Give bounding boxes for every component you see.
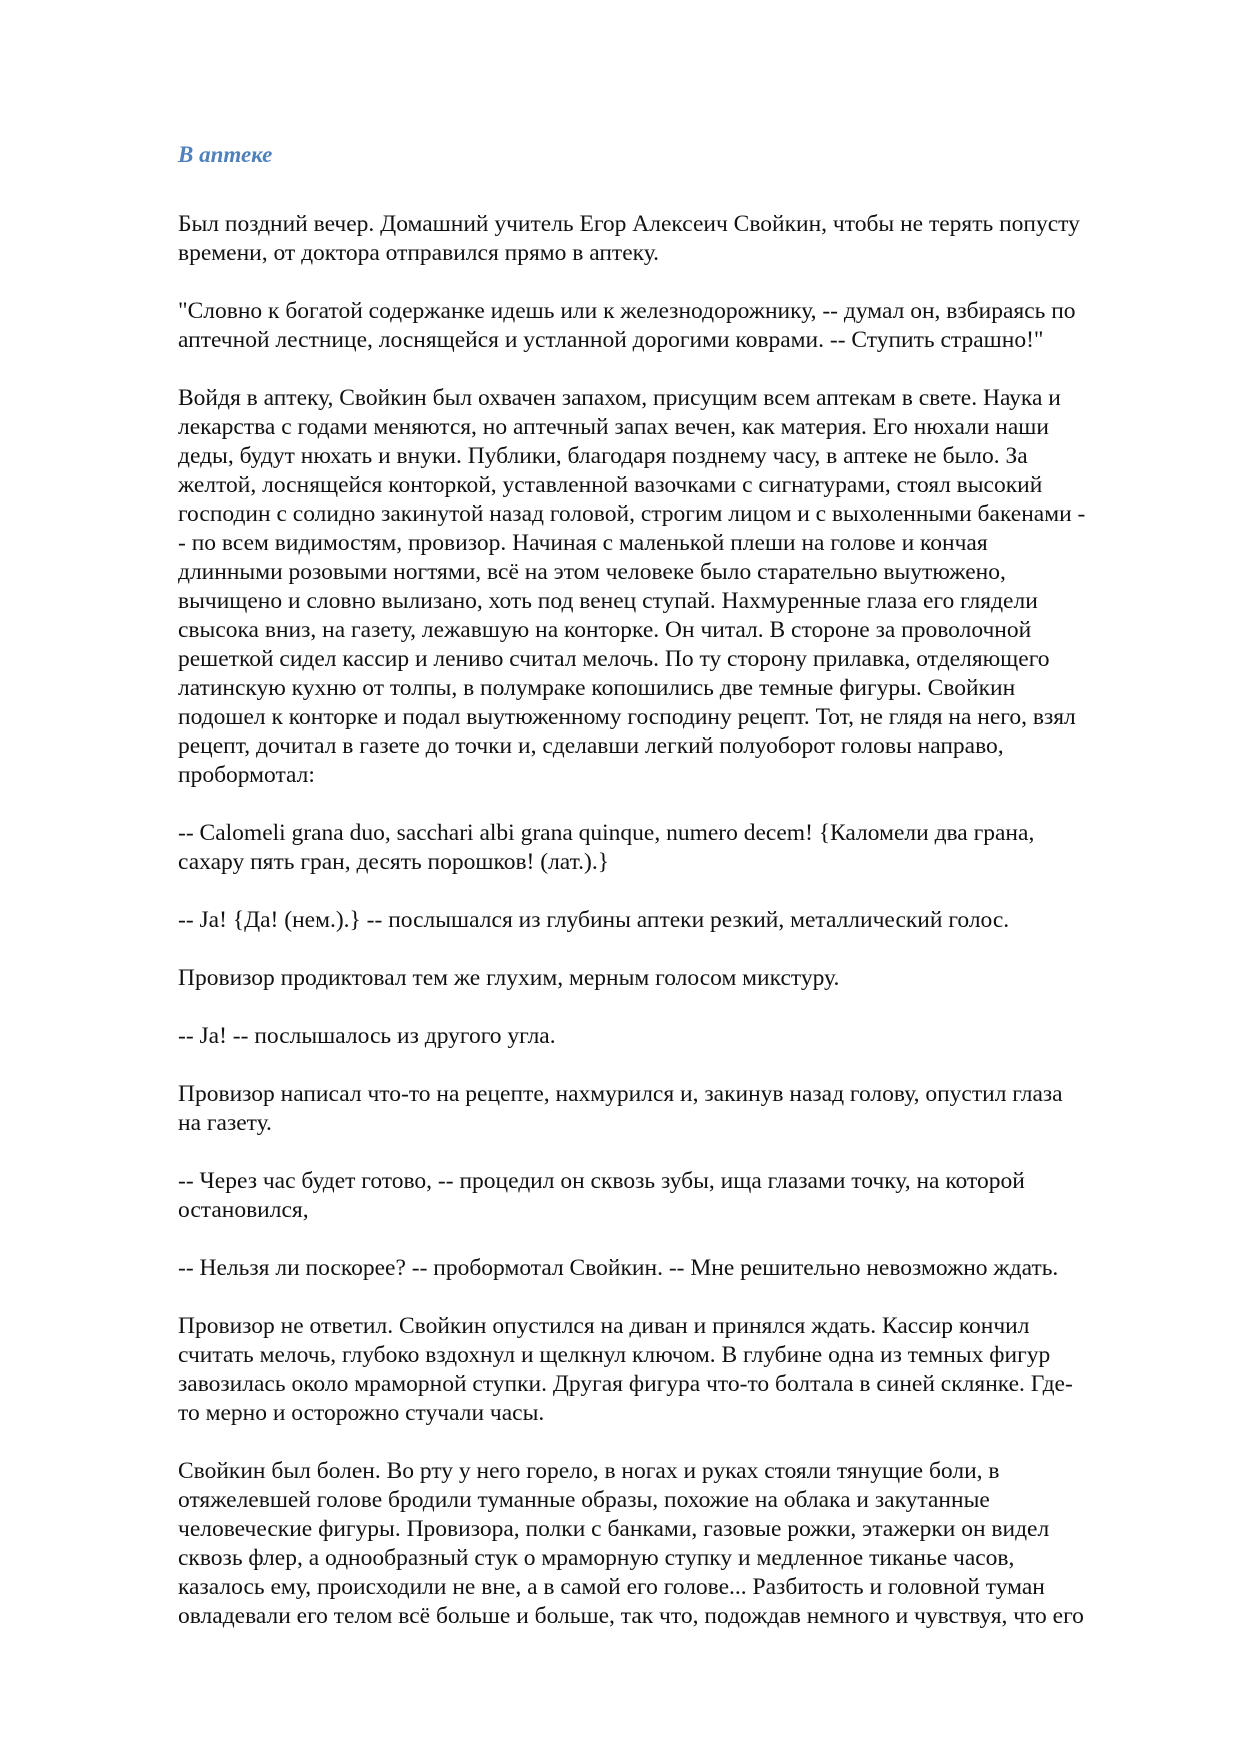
- paragraph: -- Ja! {Да! (нем.).} -- послышался из глубины аптеки резкий, металлический голос.: [178, 907, 1010, 933]
- paragraph: -- Calomeli grana duo, sacchari albi grana quinque, numero decem! {Каломели два грана, сахару пять гран, десять порошков! (лат.).}: [178, 820, 1035, 875]
- paragraph: -- Ja! -- послышалось из другого угла.: [178, 1023, 556, 1049]
- paragraph: Войдя в аптеку, Свойкин был охвачен запахом, присущим всем аптекам в свете. Наука и лекарства с годами меняются, но аптечный запах вечен, как материя. Его нюхали наши деды, будут нюхать и внуки. Публики, благодаря позднему часу, в аптеке не было. За желтой, лоснящейся конторкой, уставленной вазочками с сигнатурами, стоял высокий господин с солидно закинутой назад головой, строгим лицом и с выхоленными бакенами - - по всем видимостям, провизор. Начиная с маленькой плеши на голове и кончая длинными розовыми ногтями, всё на этом человеке было старательно выутюжено, вычищено и словно вылизано, хоть под венец ступай. Нахмуренные глаза его глядели свысока вниз, на газету, лежавшую на конторке. Он читал. В стороне за проволочной решеткой сидел кассир и лениво считал мелочь. По ту сторону прилавка, отделяющего латинскую кухню от толпы, в полумраке копошились две темные фигуры. Свойкин подошел к конторке и подал выутюженному господину рецепт. Тот, не глядя на него, взял рецепт, дочитал в газете до точки и, сделавши легкий полуоборот головы направо, пробормотал:: [178, 385, 1086, 788]
- document-body: [178, 140, 1163, 1660]
- paragraph: -- Через час будет готово, -- процедил он сквозь зубы, ища глазами точку, на которой остановился,: [178, 1168, 1025, 1223]
- paragraph: "Словно к богатой содержанке идешь или к железнодорожнику, -- думал он, взбираясь по аптечной лестнице, лоснящейся и устланной дорогими коврами. -- Ступить страшно!": [178, 298, 1076, 353]
- paragraph: -- Нельзя ли поскорее? -- пробормотал Свойкин. -- Мне решительно невозможно ждать.: [178, 1255, 1059, 1281]
- paragraph: Провизор написал что-то на рецепте, нахмурился и, закинув назад голову, опустил глаза на газету.: [178, 1081, 1063, 1136]
- paragraph: Провизор продиктовал тем же глухим, мерным голосом микстуру.: [178, 965, 840, 991]
- paragraph: Был поздний вечер. Домашний учитель Егор Алексеич Свойкин, чтобы не терять попусту времени, от доктора отправился прямо в аптеку.: [178, 211, 1080, 266]
- paragraph: Свойкин был болен. Во рту у него горело, в ногах и руках стояли тянущие боли, в отяжелевшей голове бродили туманные образы, похожие на облака и закутанные человеческие фигуры. Провизора, полки с банками, газовые рожки, этажерки он видел сквозь флер, а однообразный стук о мраморную ступку и медленное тиканье часов, казалось ему, происходили не вне, а в самой его голове... Разбитость и головной туман овладевали его телом всё больше и больше, так что, подождав немного и чувствуя, что его: [178, 1458, 1084, 1629]
- document-title: В аптеке: [178, 142, 273, 167]
- paragraph: Провизор не ответил. Свойкин опустился на диван и принялся ждать. Кассир кончил считать мелочь, глубоко вздохнул и щелкнул ключом. В глубине одна из темных фигур завозилась около мраморной ступки. Другая фигура что-то болтала в синей склянке. Где- то мерно и осторожно стучали часы.: [178, 1313, 1073, 1426]
